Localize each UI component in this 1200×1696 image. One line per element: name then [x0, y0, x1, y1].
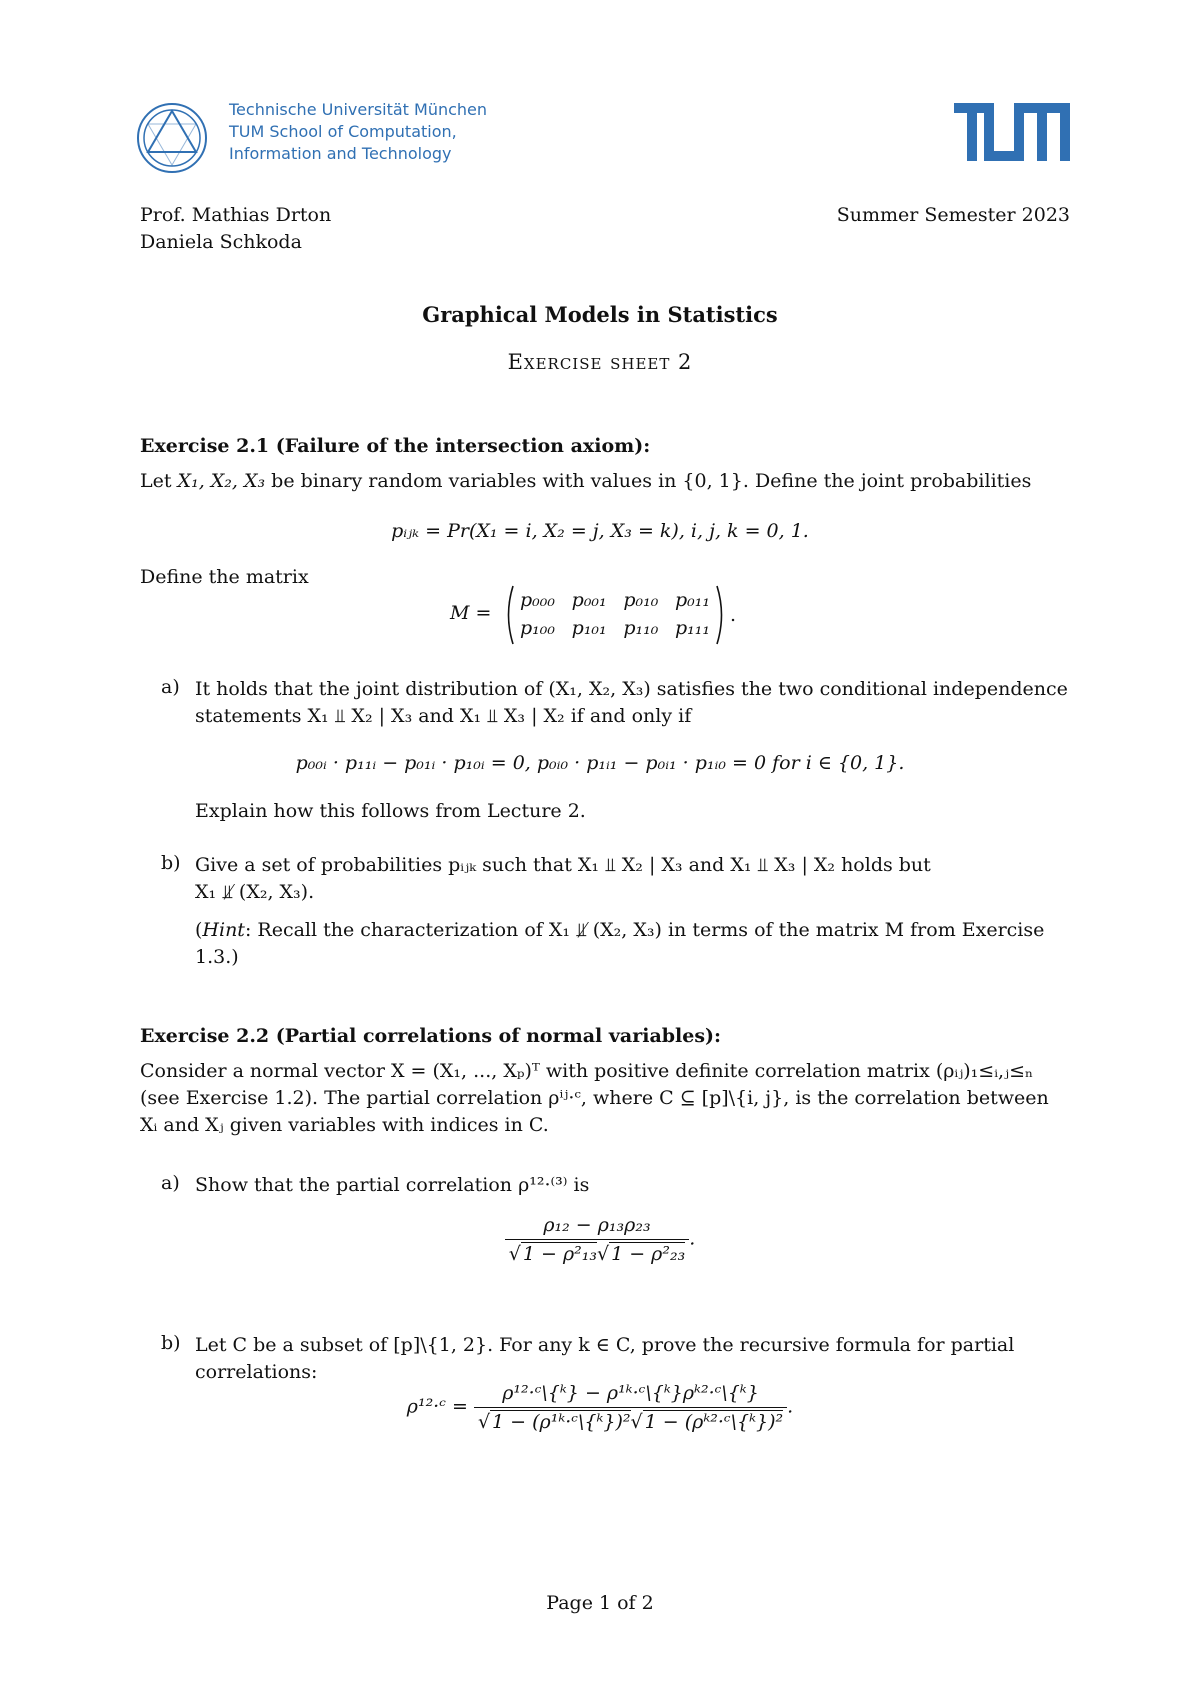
ex1-part-a-text-1: It holds that the joint distribution of (X₁, X₂, X₃) satisfies the two conditional independence	[195, 678, 1068, 700]
ex2-part-b-label: b)	[161, 1332, 181, 1354]
ex2-part-a-fraction: $\frac{\text{ρ₁₂ − ρ₁₃ρ₂₃}}{\text{√ 1 − ρ²₁₃√ 1 − ρ²₂₃}}$ .	[0, 1214, 1200, 1265]
formula-lhs: ρ¹²·ᶜ =	[406, 1395, 468, 1418]
ex1-hint-line-2: 1.3.)	[195, 946, 239, 968]
course-title: Graphical Models in Statistics	[422, 302, 778, 327]
sqrt-term-1: 1 − ρ²₁₃	[522, 1243, 597, 1265]
exercise-2-1-intro	[140, 468, 1070, 495]
university-name: Technische Universität München	[229, 100, 488, 119]
matrix-period: .	[730, 604, 737, 626]
exercise-2-1-heading: Exercise 2.1 (Failure of the intersection axiom):	[140, 435, 651, 457]
fraction-denominator: √ 1 − ρ²₁₃√ 1 − ρ²₂₃	[508, 1243, 686, 1265]
school-name-line2: Information and Technology	[229, 144, 452, 163]
matrix-m	[450, 584, 770, 646]
fraction-numerator: ρ¹²·ᶜ\{ᵏ} − ρ¹ᵏ·ᶜ\{ᵏ}ρᵏ²·ᶜ\{ᵏ}	[474, 1382, 787, 1408]
ex2-intro-1: Consider a normal vector X = (X₁, ..., Xₚ)ᵀ with positive definite correlation matrix (ρᵢⱼ)₁≤ᵢ,ⱼ≤ₙ	[140, 1060, 1034, 1082]
define-matrix-text: Define the matrix	[140, 566, 309, 588]
matrix-cell: p₁₁₁	[674, 617, 710, 639]
ex1-part-a-equation: p₀₀ᵢ · p₁₁ᵢ − p₀₁ᵢ · p₁₀ᵢ = 0, p₀ᵢ₀ · p₁ᵢ₁ − p₀ᵢ₁ · p₁ᵢ₀ = 0 for i ∈ {0, 1}.	[295, 752, 905, 774]
matrix-cell: p₁₀₁	[571, 617, 607, 639]
fraction	[505, 1214, 689, 1265]
matrix-cell: p₀₀₁	[571, 589, 607, 611]
matrix-cell: p₁₀₀	[520, 617, 556, 639]
ex1-part-a-text-2: statements X₁ ⫫ X₂ | X₃ and X₁ ⫫ X₃ | X₂ if and only if	[195, 705, 692, 727]
sqrt-term-2: 1 − ρ²₂₃	[611, 1243, 686, 1265]
joint-probability-equation: pᵢⱼₖ = Pr(X₁ = i, X₂ = j, X₃ = k), i, j, k = 0, 1.	[391, 520, 809, 542]
assistant-name: Daniela Schkoda	[140, 231, 302, 253]
semester: Summer Semester 2023	[836, 204, 1070, 226]
matrix-cell: p₀₁₀	[623, 589, 659, 611]
matrix-right-paren	[715, 584, 727, 646]
ex2-part-b-text-1: Let C be a subset of [p]\{1, 2}. For any k ∈ C, prove the recursive formula for partial	[195, 1334, 1015, 1356]
ex2-intro-3: Xᵢ and Xⱼ given variables with indices in C.	[140, 1114, 549, 1136]
ex1-part-a-explain: Explain how this follows from Lecture 2.	[195, 800, 586, 822]
matrix-row-1	[520, 589, 710, 611]
university-seal-logo	[136, 102, 208, 174]
ex2-part-b-formula: ρ¹²·ᶜ = $\frac{\text{ρ¹²·ᶜ\textbackslash{}\{ᵏ\} − ρ¹ᵏ·ᶜ\textbackslash{}\{ᵏ\}ρᵏ²·ᶜ\textbackslash{}\{ᵏ\}}}{\text{√ 1 − (ρ¹ᵏ·ᶜ\textbackslash{}\{ᵏ\})²√ 1 − (ρᵏ²·ᶜ\textbackslash{}\{ᵏ\})²}}$ .	[406, 1382, 794, 1433]
ex1-hint: (Hint: Recall the characterization of X₁ ⫫̸ (X₂, X₃) in terms of the matrix M from Exercise	[195, 919, 1045, 941]
ex2-intro-2: (see Exercise 1.2). The partial correlation ρⁱʲ·ᶜ, where C ⊆ [p]\{i, j}, is the correlation between	[140, 1087, 1049, 1109]
matrix-cell: p₀₀₀	[520, 589, 556, 611]
sqrt-term-2: 1 − (ρᵏ²·ᶜ\{ᵏ})²	[644, 1411, 784, 1433]
professor-name: Prof. Mathias Drton	[140, 204, 332, 226]
fraction-denominator: √ 1 − (ρ¹ᵏ·ᶜ\{ᵏ})²√ 1 − (ρᵏ²·ᶜ\{ᵏ})²	[477, 1411, 784, 1433]
matrix-left-paren	[503, 584, 515, 646]
sheet-title: Exercise sheet 2	[507, 350, 693, 374]
sqrt-term-1: 1 − (ρ¹ᵏ·ᶜ\{ᵏ})²	[492, 1411, 631, 1433]
exercise-2-2-heading: Exercise 2.2 (Partial correlations of normal variables):	[140, 1025, 722, 1047]
intro-text-start: Let	[140, 470, 178, 492]
matrix-lhs: M =	[450, 602, 492, 624]
hint-text: : Recall the characterization of X₁ ⫫̸ (X₂, X₃) in terms of the matrix M from Exercise	[244, 919, 1045, 941]
matrix-row-2	[520, 617, 710, 639]
school-name-line1: TUM School of Computation,	[229, 122, 457, 141]
ex1-part-b-label: b)	[161, 852, 181, 874]
ex1-part-b-text-2: X₁ ⫫̸ (X₂, X₃).	[195, 881, 315, 903]
intro-text-end: be binary random variables with values in {0, 1}. Define the joint probabilities	[265, 470, 1032, 492]
page-number: Page 1 of 2	[546, 1592, 654, 1614]
intro-variables: X₁, X₂, X₃	[177, 470, 266, 492]
ex2-part-b-text-2: correlations:	[195, 1361, 318, 1383]
ex1-part-b-text-1: Give a set of probabilities pᵢⱼₖ such that X₁ ⫫ X₂ | X₃ and X₁ ⫫ X₃ | X₂ holds but	[195, 854, 931, 876]
matrix-cell: p₁₁₀	[623, 617, 659, 639]
hint-word: Hint	[202, 919, 245, 941]
fraction	[474, 1382, 787, 1433]
ex1-part-a-label: a)	[161, 676, 180, 698]
matrix-cell: p₀₁₁	[674, 589, 710, 611]
ex2-part-a-label: a)	[161, 1172, 180, 1194]
tum-logo	[954, 103, 1070, 161]
ex2-part-a-text: Show that the partial correlation ρ¹²·⁽³⁾ is	[195, 1174, 590, 1196]
fraction-numerator: ρ₁₂ − ρ₁₃ρ₂₃	[505, 1214, 689, 1240]
